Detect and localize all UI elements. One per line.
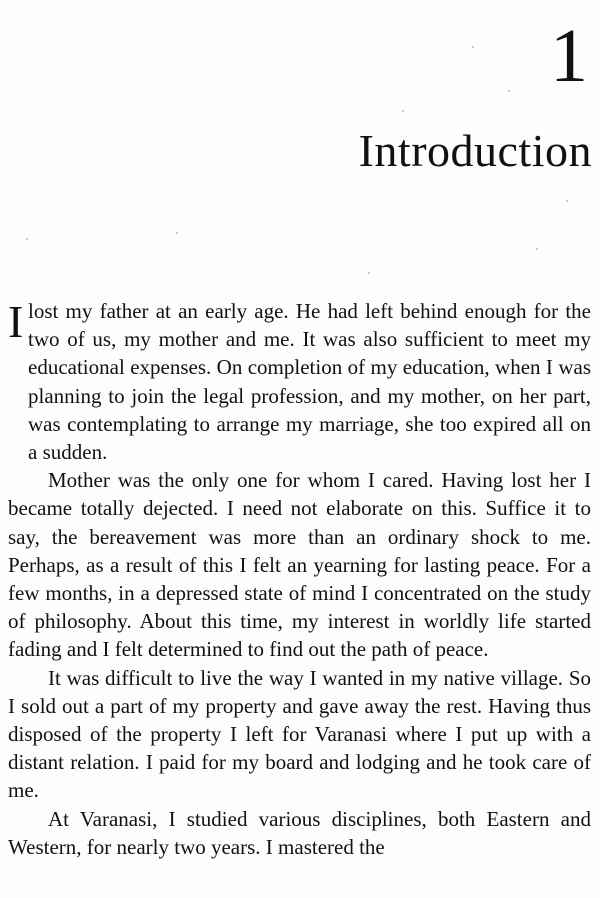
print-speck — [402, 110, 404, 112]
print-speck — [368, 272, 370, 274]
chapter-body — [8, 297, 591, 861]
paragraph-1 — [8, 297, 591, 466]
print-speck — [508, 90, 510, 92]
paragraph-1-text: lost my father at an early age. He had left behind enough for the two of us, my mother and me. It was also sufficient to meet my educational expenses. On completion of my education, when I was planning to join the legal profession, and my mother, on her part, was contemplating to arrange my marriage, she too expired all on a sudden. — [28, 299, 591, 465]
print-speck — [176, 232, 178, 234]
print-speck — [472, 46, 474, 48]
paragraph-2: Mother was the only one for whom I cared. Having lost her I became totally dejected. I need not elaborate on this. Suffice it to say, the bereavement was more than an ordinary shock to me. Perhaps, as a result of this I felt an yearning for lasting peace. For a few months, in a depressed state of mind I concentrated on the study of philosophy. About this time, my interest in worldly life started fading and I felt determined to find out the path of peace. — [8, 468, 591, 662]
paragraph-3: It was difficult to live the way I wanted in my native village. So I sold out a part of my property and gave away the rest. Having thus disposed of the property I left for Varanasi where I put up with a distant relation. I paid for my board and lodging and he took care of me. — [8, 665, 591, 803]
drop-cap: I — [8, 296, 24, 347]
chapter-title: Introduction — [358, 125, 592, 176]
print-speck — [536, 248, 538, 250]
chapter-number: 1 — [550, 14, 588, 98]
print-speck — [566, 200, 568, 202]
paragraph-4: At Varanasi, I studied various disciplines, both Eastern and Western, for nearly two years. I mastered the — [8, 806, 591, 859]
print-speck — [26, 238, 28, 240]
